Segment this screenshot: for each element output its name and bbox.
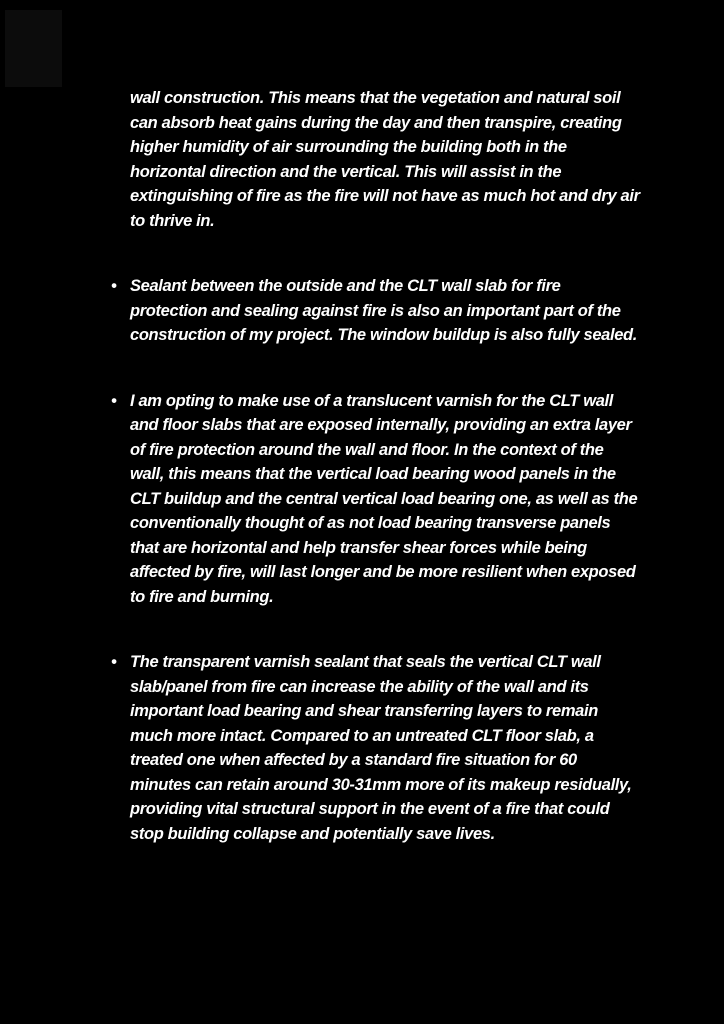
corner-artifact	[5, 10, 62, 87]
intro-paragraph: wall construction. This means that the vegetation and natural soil can absorb heat gains during the day and then transpire, creating higher humidity of air surrounding the building both in the horizontal direction and the vertical. This will assist in the extinguishing of fire as the fire will not have as much hot and dry air to thrive in.	[130, 89, 640, 230]
bullet-item-sealant	[111, 274, 640, 348]
text-content	[111, 86, 640, 846]
bullet-marker-icon: •	[111, 653, 117, 671]
bullet-item-varnish	[111, 389, 640, 610]
bullet-text: Sealant between the outside and the CLT wall slab for fire protection and sealing against fire is also an important part of the construction of my project. The window buildup is also fully sealed.	[130, 277, 638, 344]
bullet-text: I am opting to make use of a translucent varnish for the CLT wall and floor slabs that are exposed internally, providing an extra layer of fire protection around the wall and floor. In the context of the wall, this means that the vertical load bearing wood panels in the CLT buildup and the central vertical load bearing one, as well as the conventionally thought of as not load bearing transverse panels that are horizontal and help transfer shear forces while being affected by fire, will last longer and be more resilient when exposed to fire and burning.	[130, 391, 638, 606]
bullet-marker-icon: •	[111, 391, 117, 410]
bullet-text: The transparent varnish sealant that seals the vertical CLT wall slab/panel from fire can increase the ability of the wall and its important load bearing and shear transferring layers to remain much more intact. Compared to an untreated CLT floor slab, a treated one when affected by a standard fire situation for 60 minutes can retain around 30-31mm more of its makeup residually, providing vital structural support in the event of a fire that could stop building collapse and potentially save lives.	[130, 653, 632, 843]
bullet-item-transparent-varnish	[111, 650, 640, 846]
bullet-list	[111, 274, 640, 846]
bullet-marker-icon: •	[111, 277, 117, 295]
